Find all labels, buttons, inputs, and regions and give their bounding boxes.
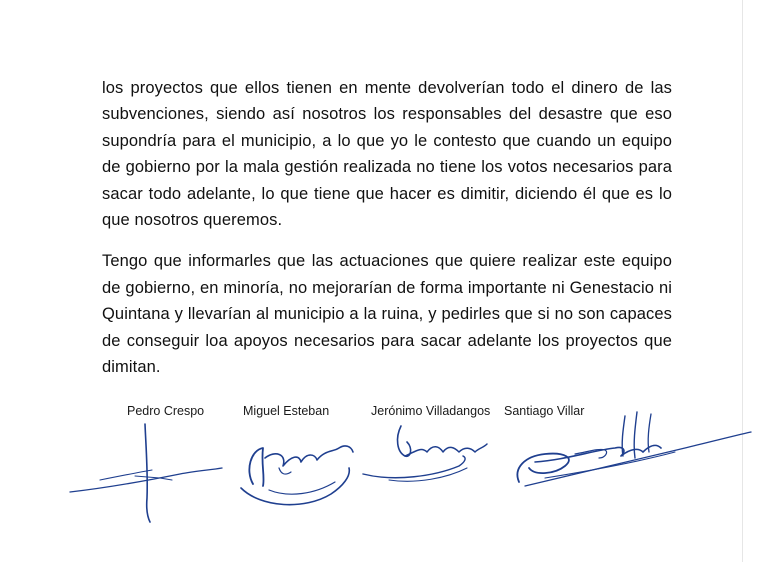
signature-pedro-crespo (60, 418, 230, 528)
signature-santiago-villar (505, 404, 755, 499)
signer-name-jeronimo-villadangos: Jerónimo Villadangos (371, 404, 491, 418)
signer-name-santiago-villar: Santiago Villar (504, 404, 585, 418)
signer-name-miguel-esteban: Miguel Esteban (243, 404, 330, 418)
signature-block (0, 404, 759, 562)
signature-miguel-esteban (235, 424, 365, 514)
paragraph-2: Tengo que informarles que las actuaciones que quiere realizar este equipo de gobierno, en minoría, no mejorarían de forma importante ni Genestacio ni Quintana y llevarían al municipio a la ruina, y pedirles que si no son capaces de conseguir loa apoyos necesarios para sacar adelante los proyectos que dimitan. (102, 252, 672, 377)
signature-jeronimo-villadangos (355, 418, 495, 498)
signer-name-pedro-crespo: Pedro Crespo (127, 404, 205, 418)
paragraph-1: los proyectos que ellos tienen en mente devolverían todo el dinero de las subvenciones, siendo así nosotros los responsables del desastre que eso supondría para el municipio, a lo que yo le contesto que cuando un equipo de gobierno por la mala gestión realizada no tiene los votos necesarios para sacar todo adelante, lo que tiene que hacer es dimitir, diciendo él que es lo que nosotros queremos. (102, 79, 672, 230)
letter-body (102, 75, 672, 380)
